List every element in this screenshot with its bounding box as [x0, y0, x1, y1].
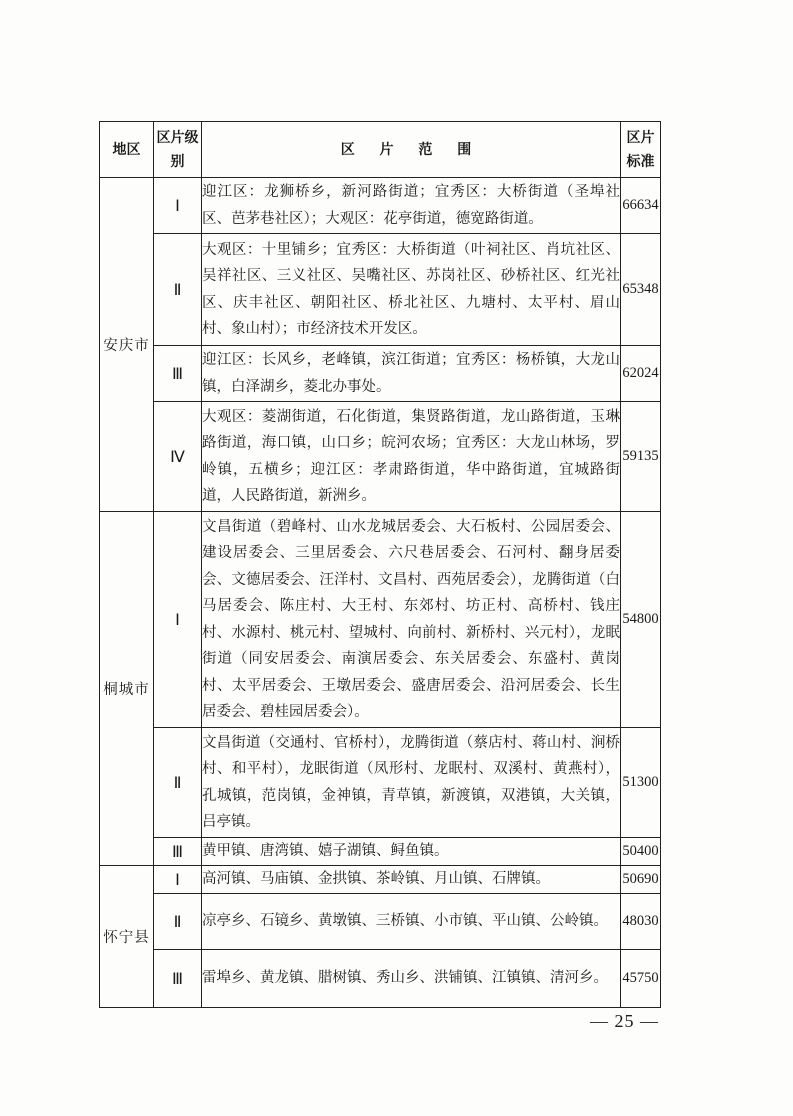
region-cell: 怀宁县: [100, 866, 154, 1008]
range-cell: 黄甲镇、唐湾镇、嬉子湖镇、鲟鱼镇。: [202, 838, 621, 866]
level-cell: Ⅰ: [154, 866, 202, 894]
standard-cell: 66634: [621, 178, 661, 234]
level-cell: Ⅲ: [154, 950, 202, 1008]
table-row: [100, 838, 661, 866]
level-cell: Ⅱ: [154, 894, 202, 950]
level-cell: Ⅰ: [154, 512, 202, 728]
table-row: [100, 728, 661, 838]
level-cell: Ⅲ: [154, 838, 202, 866]
table-row: [100, 346, 661, 402]
standard-cell: 50400: [621, 838, 661, 866]
range-cell: 迎江区：长风乡，老峰镇，滨江街道；宜秀区：杨桥镇，大龙山镇，白泽湖乡，菱北办事处。: [202, 346, 621, 402]
level-cell: Ⅱ: [154, 234, 202, 346]
header-region: 地区: [100, 122, 154, 178]
range-cell: 雷埠乡、黄龙镇、腊树镇、秀山乡、洪铺镇、江镇镇、清河乡。: [202, 950, 621, 1008]
standard-cell: 54800: [621, 512, 661, 728]
table-row: [100, 512, 661, 728]
range-cell: 高河镇、马庙镇、金拱镇、茶岭镇、月山镇、石牌镇。: [202, 866, 621, 894]
standard-cell: 62024: [621, 346, 661, 402]
header-standard: 区片标准: [621, 122, 661, 178]
table-row: [100, 402, 661, 512]
standard-cell: 59135: [621, 402, 661, 512]
level-cell: Ⅳ: [154, 402, 202, 512]
page-number: — 25 —: [590, 1011, 659, 1031]
standard-cell: 50690: [621, 866, 661, 894]
range-cell: 大观区：菱湖街道，石化街道，集贤路街道，龙山路街道，玉琳路街道，海口镇，山口乡；皖河农场；宜秀区：大龙山林场，罗岭镇，五横乡；迎江区：孝肃路街道，华中路街道，宜城路街道，人民路街道，新洲乡。: [202, 402, 621, 512]
range-cell: 大观区：十里铺乡；宜秀区：大桥街道（叶祠社区、肖坑社区、吴祥社区、三义社区、吴嘴社区、苏岗社区、砂桥社区、红光社区、庆丰社区、朝阳社区、桥北社区、九塘村、太平村、眉山村、象山村）；市经济技术开发区。: [202, 234, 621, 346]
range-cell: 文昌街道（交通村、官桥村），龙腾街道（蔡店村、蒋山村、涧桥村、和平村），龙眠街道（凤形村、龙眠村、双溪村、黄燕村），孔城镇，范岗镇，金神镇，青草镇，新渡镇，双港镇，大关镇，吕亭镇。: [202, 728, 621, 838]
table-row: [100, 234, 661, 346]
standard-cell: 65348: [621, 234, 661, 346]
table-row: [100, 178, 661, 234]
level-cell: Ⅲ: [154, 346, 202, 402]
table-row: [100, 894, 661, 950]
header-range: 区 片 范 围: [202, 122, 621, 178]
region-cell: 桐城市: [100, 512, 154, 866]
level-cell: Ⅱ: [154, 728, 202, 838]
range-cell: 文昌街道（碧峰村、山水龙城居委会、大石板村、公园居委会、建设居委会、三里居委会、六尺巷居委会、石河村、翻身居委会、文德居委会、汪洋村、文昌村、西苑居委会），龙腾街道（白马居委会、陈庄村、大王村、东郊村、坊正村、高桥村、钱庄村、水源村、桃元村、望城村、向前村、新桥村、兴元村），龙眠街道（同安居委会、南演居委会、东关居委会、东盛村、黄岗村、太平居委会、王墩居委会、盛唐居委会、沿河居委会、长生居委会、碧桂园居委会）。: [202, 512, 621, 728]
table-row: [100, 950, 661, 1008]
standard-cell: 48030: [621, 894, 661, 950]
standard-cell: 45750: [621, 950, 661, 1008]
table-header-row: [100, 122, 661, 178]
region-cell: 安庆市: [100, 178, 154, 512]
header-level: 区片级别: [154, 122, 202, 178]
range-cell: 凉亭乡、石镜乡、黄墩镇、三桥镇、小市镇、平山镇、公岭镇。: [202, 894, 621, 950]
standard-cell: 51300: [621, 728, 661, 838]
level-cell: Ⅰ: [154, 178, 202, 234]
land-price-table: [99, 121, 661, 1008]
range-cell: 迎江区：龙狮桥乡，新河路街道；宜秀区：大桥街道（圣埠社区、芭茅巷社区）；大观区：花亭街道，德宽路街道。: [202, 178, 621, 234]
table-row: [100, 866, 661, 894]
